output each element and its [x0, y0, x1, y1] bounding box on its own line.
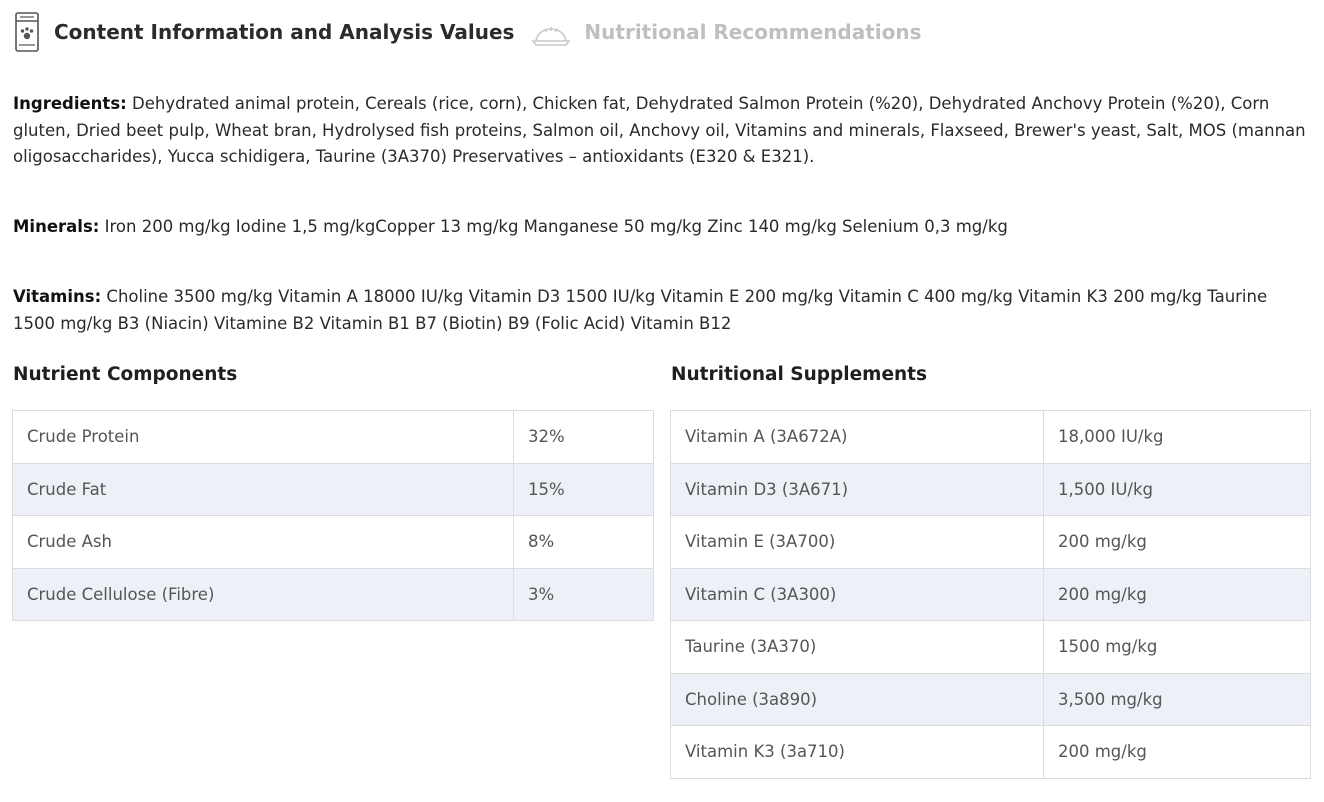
vitamins-paragraph: [13, 284, 1313, 337]
table-row: [13, 463, 654, 516]
supplement-value-cell: 18,000 IU/kg: [1044, 411, 1311, 464]
supplement-value-cell: 1500 mg/kg: [1044, 621, 1311, 674]
nutrient-value-cell: 15%: [514, 463, 654, 516]
supplement-value-cell: 200 mg/kg: [1044, 516, 1311, 569]
table-row: [671, 568, 1311, 621]
supplement-name-cell: Taurine (3A370): [671, 621, 1044, 674]
table-row: [671, 463, 1311, 516]
table-row: [13, 516, 654, 569]
table-row: [671, 726, 1311, 779]
supplement-name-cell: Vitamin C (3A300): [671, 568, 1044, 621]
food-bowl-icon: [530, 11, 572, 53]
tab-nutritional-recommendations-label: Nutritional Recommendations: [584, 20, 922, 44]
tab-nutritional-recommendations[interactable]: [530, 11, 921, 53]
minerals-label: Minerals:: [13, 217, 100, 236]
nutrient-name-cell: Crude Ash: [13, 516, 514, 569]
nutritional-supplements-title: Nutritional Supplements: [671, 364, 928, 385]
nutritional-supplements-table: [670, 410, 1311, 779]
minerals-paragraph: [13, 214, 1313, 241]
table-row: [671, 516, 1311, 569]
vitamins-text: Choline 3500 mg/kg Vitamin A 18000 IU/kg Vitamin D3 1500 IU/kg Vitamin E 200 mg/kg Vitamin C 400 mg/kg Vitamin K3 200 mg/kg Taurine 1500 mg/kg B3 (Niacin) Vitamine B2 Vitamin B1 B7 (Biotin) B9 (Folic Acid) Vitamin B12: [13, 287, 1268, 333]
ingredients-text: Dehydrated animal protein, Cereals (rice, corn), Chicken fat, Dehydrated Salmon Protein (%20), Dehydrated Anchovy Protein (%20), Corn gluten, Dried beet pulp, Wheat bran, Hydrolysed fish proteins, Salmon oil, Anchovy oil, Vitamins and minerals, Flaxseed, Brewer's yeast, Salt, MOS (mannan oligosaccharides), Yucca schidigera, Taurine (3A370) Preservatives – antioxidants (E320 & E321).: [13, 94, 1306, 166]
supplement-name-cell: Vitamin D3 (3A671): [671, 463, 1044, 516]
vitamins-label: Vitamins:: [13, 287, 102, 306]
nutrient-value-cell: 8%: [514, 516, 654, 569]
supplement-name-cell: Vitamin K3 (3a710): [671, 726, 1044, 779]
nutrient-name-cell: Crude Cellulose (Fibre): [13, 568, 514, 621]
supplement-name-cell: Vitamin E (3A700): [671, 516, 1044, 569]
supplement-value-cell: 200 mg/kg: [1044, 726, 1311, 779]
ingredients-label: Ingredients:: [13, 94, 127, 113]
nutrient-value-cell: 3%: [514, 568, 654, 621]
table-row: [13, 411, 654, 464]
tab-content-information-label: Content Information and Analysis Values: [54, 20, 515, 44]
nutrient-value-cell: 32%: [514, 411, 654, 464]
table-row: [13, 568, 654, 621]
minerals-text: Iron 200 mg/kg Iodine 1,5 mg/kgCopper 13 mg/kg Manganese 50 mg/kg Zinc 140 mg/kg Selenium 0,3 mg/kg: [104, 217, 1008, 236]
table-row: [671, 673, 1311, 726]
pet-food-bag-icon: [12, 11, 42, 53]
ingredients-paragraph: [13, 91, 1313, 171]
table-row: [671, 621, 1311, 674]
nutrient-name-cell: Crude Fat: [13, 463, 514, 516]
nutrient-components-title: Nutrient Components: [13, 364, 238, 385]
supplement-value-cell: 3,500 mg/kg: [1044, 673, 1311, 726]
tab-bar: [12, 10, 922, 54]
nutrient-components-table: [12, 410, 654, 621]
supplement-name-cell: Vitamin A (3A672A): [671, 411, 1044, 464]
supplement-name-cell: Choline (3a890): [671, 673, 1044, 726]
supplement-value-cell: 200 mg/kg: [1044, 568, 1311, 621]
nutrient-name-cell: Crude Protein: [13, 411, 514, 464]
table-row: [671, 411, 1311, 464]
supplement-value-cell: 1,500 IU/kg: [1044, 463, 1311, 516]
tab-content-information[interactable]: [12, 11, 514, 53]
